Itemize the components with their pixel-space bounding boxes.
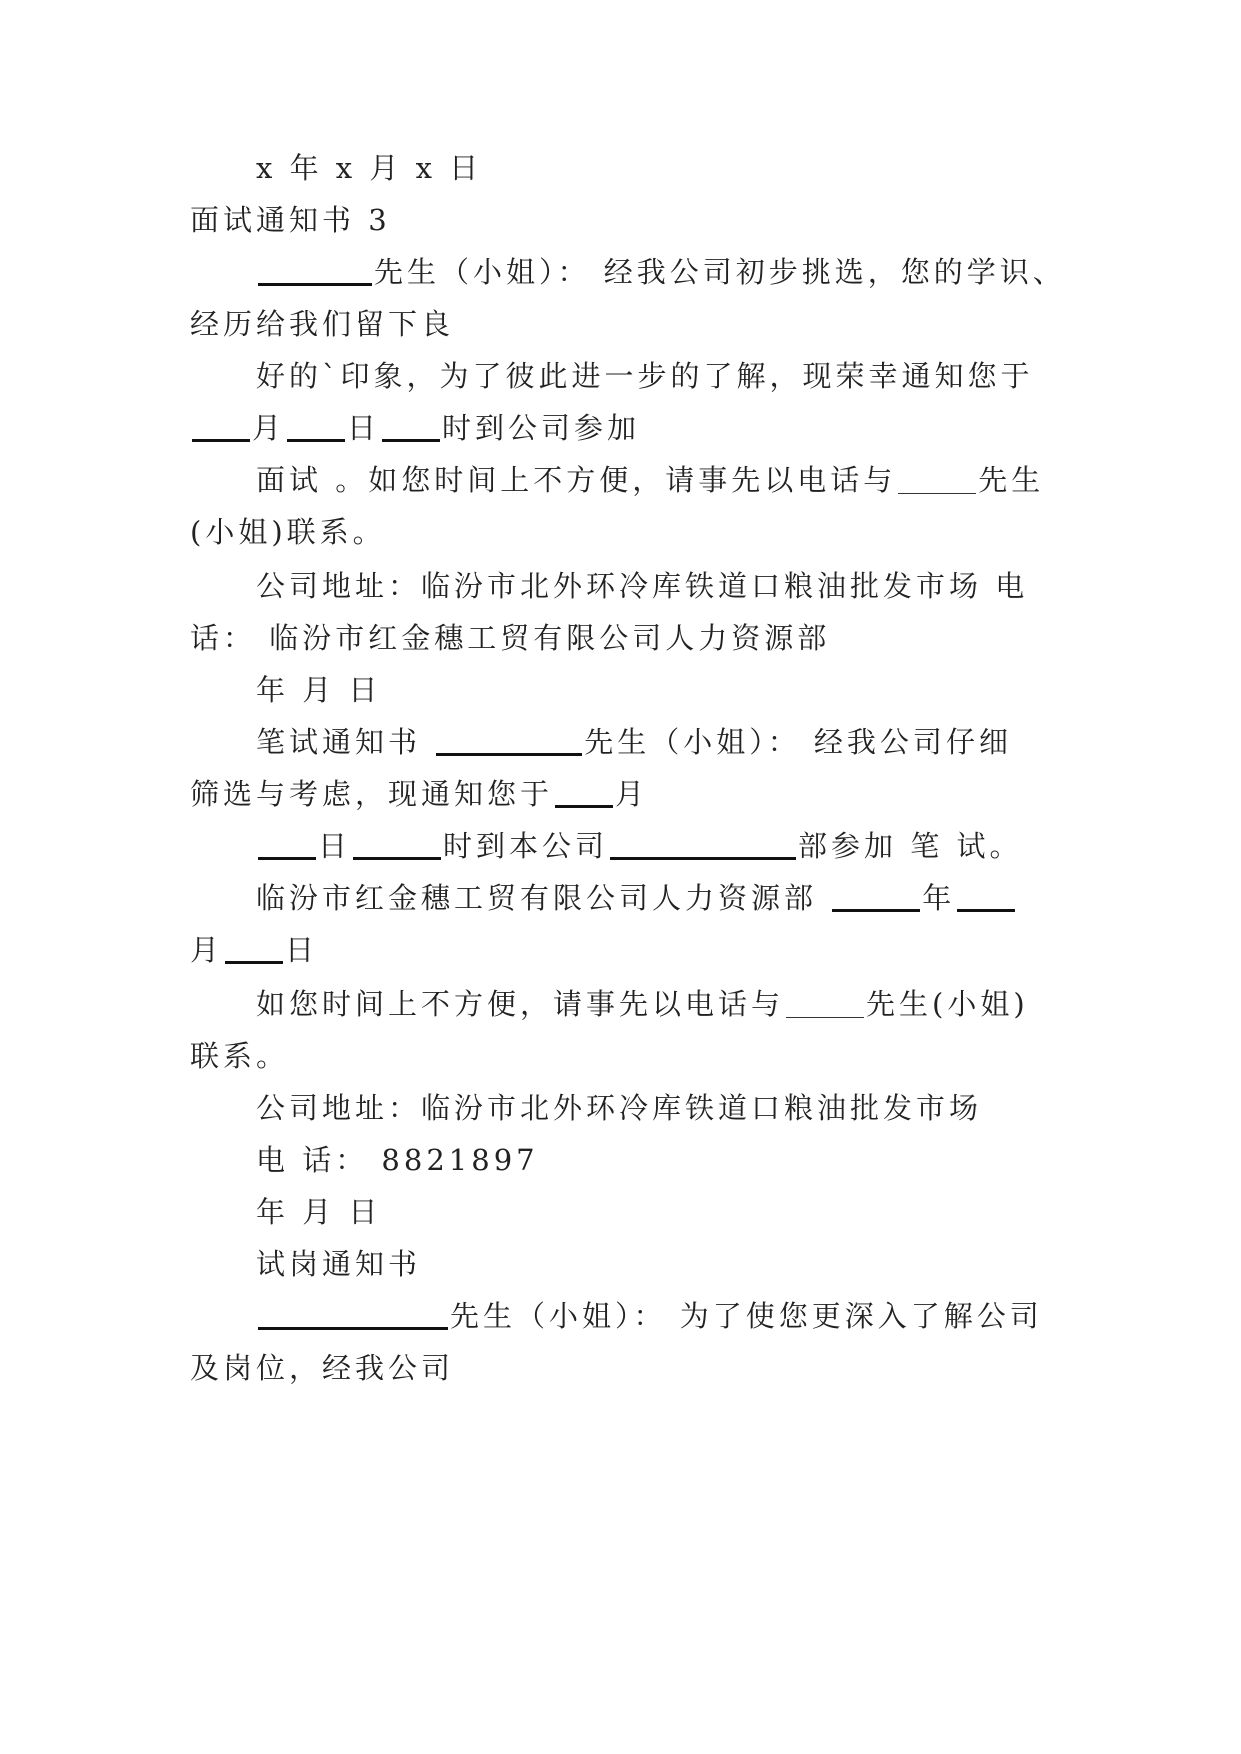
text: 年 月 日 <box>256 1195 382 1229</box>
paragraph-line <box>190 510 386 554</box>
text: 笔试通知书 <box>256 725 435 759</box>
hour-blank <box>380 406 442 450</box>
text: 面试 。如您时间上不方便，请事先以电话与 <box>256 463 897 497</box>
text: 联系。 <box>190 1039 290 1073</box>
day-blank <box>223 928 285 972</box>
text: 月 <box>615 777 649 811</box>
text: 公司地址：临汾市北外环冷库铁道口粮油批发市场 <box>256 1091 983 1125</box>
department-blank <box>608 824 798 868</box>
text: 话： 临汾市红金穗工贸有限公司人力资源部 <box>190 621 831 655</box>
text: 先生（小姐）： 为了使您更深入了解公司 <box>450 1299 1043 1333</box>
paragraph-line <box>256 354 1034 398</box>
phone-line <box>256 1138 539 1182</box>
paragraph-line <box>256 250 1066 294</box>
text: 日 <box>347 411 381 445</box>
text: 月 <box>252 411 286 445</box>
month-blank <box>955 876 1017 920</box>
text: 部参加 笔 试。 <box>798 829 1023 863</box>
text: 年 月 日 <box>256 673 382 707</box>
hour-blank <box>351 824 443 868</box>
paragraph-line <box>190 772 648 816</box>
text: 试岗通知书 <box>256 1247 422 1281</box>
text: 临汾市红金穗工贸有限公司人力资源部 <box>256 881 831 915</box>
address-line <box>256 564 1028 608</box>
paragraph-line <box>190 1346 454 1390</box>
text: 先生 <box>978 463 1045 497</box>
name-blank <box>256 1294 450 1338</box>
contact-blank <box>896 458 978 502</box>
text: 日 <box>318 829 352 863</box>
paragraph-line <box>256 824 1022 868</box>
text: 及岗位，经我公司 <box>190 1351 455 1385</box>
month-blank <box>190 406 252 450</box>
paragraph-line <box>190 302 454 346</box>
text: 如您时间上不方便，请事先以电话与 <box>256 987 785 1021</box>
name-blank <box>256 250 374 294</box>
text: 电 话： 8821897 <box>256 1143 539 1177</box>
contact-blank <box>784 982 866 1026</box>
section-title-trial <box>256 1242 421 1286</box>
paragraph-line <box>190 928 318 972</box>
year-blank <box>830 876 922 920</box>
text: 月 <box>190 933 224 967</box>
text: 先生（小姐）： 经我公司仔细 <box>584 725 1012 759</box>
date-line <box>256 1190 381 1234</box>
text: x 年 x 月 x 日 <box>256 151 483 185</box>
section-title-interview <box>190 198 391 242</box>
text: 筛选与考虑，现通知您于 <box>190 777 554 811</box>
paragraph-line <box>256 1294 1043 1338</box>
section-title-written-test <box>256 720 1012 764</box>
text: 先生（小姐）： 经我公司初步挑选，您的学识、 <box>374 255 1066 289</box>
day-blank <box>256 824 318 868</box>
date-line <box>256 668 381 712</box>
text: (小姐)联系。 <box>190 515 386 549</box>
paragraph-line <box>256 982 1029 1026</box>
text: 公司地址：临汾市北外环冷库铁道口粮油批发市场 电 <box>256 569 1029 603</box>
text: 时到本公司 <box>443 829 609 863</box>
text: 先生(小姐) <box>866 987 1029 1021</box>
date-line <box>256 146 482 190</box>
month-blank <box>553 772 615 816</box>
day-blank <box>285 406 347 450</box>
paragraph-line <box>256 458 1044 502</box>
text: 时到公司参加 <box>442 411 641 445</box>
name-blank <box>434 720 584 764</box>
text: 日 <box>285 933 319 967</box>
paragraph-line <box>190 406 640 450</box>
paragraph-line <box>190 1034 289 1078</box>
text: 经历给我们留下良 <box>190 307 455 341</box>
text: 面试通知书 3 <box>190 203 391 237</box>
phone-line <box>190 616 830 660</box>
text: 年 <box>922 881 956 915</box>
signature-line <box>256 876 1017 920</box>
address-line <box>256 1086 982 1130</box>
text: 好的`印象，为了彼此进一步的了解，现荣幸通知您于 <box>256 359 1034 393</box>
